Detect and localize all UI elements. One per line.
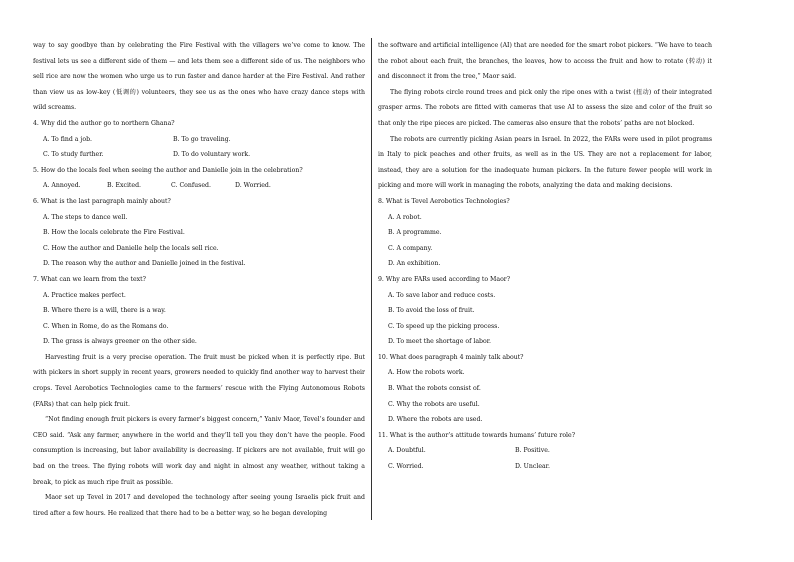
option-c: C. To study further. <box>43 151 104 159</box>
option-b: B. Where there is a will, there is a way. <box>43 307 166 315</box>
paragraph-harvesting: Harvesting fruit is a very precise operation. The fruit must be picked when it is perfectly ripe. But with pickers in short supply in recent years, growers needed to quickly find another way to harvest their crops. Tevel Aerobotics Technologies came to the farmers’ rescue with the Flying Autonomous Robots (FARs) that can help pick fruit. <box>33 353 365 408</box>
option-a: A. The steps to dance well. <box>43 213 128 221</box>
option-d: D. The reason why the author and Danielle joined in the festival. <box>43 260 246 268</box>
question-stem: 7. What can we learn from the text? <box>33 275 146 283</box>
option-a: A. How the robots work. <box>388 369 465 377</box>
question-stem: 5. How do the locals feel when seeing the author and Danielle join in the celebration? <box>33 166 303 174</box>
option-b: B. What the robots consist of. <box>388 385 481 393</box>
question-stem: 4. Why did the author go to northern Ghana? <box>33 119 175 127</box>
options-row <box>378 443 712 459</box>
paragraph-software: the software and artificial intelligence (AI) that are needed for the smart robot pickers. “We have to teach the robot about each fruit, the branches, the leaves, how to access the fruit and how to rotate (转动) it and disconnect it from the tree,” Maor said. <box>378 42 712 81</box>
option-d: D. To do voluntary work. <box>173 151 251 159</box>
question-6 <box>33 194 365 272</box>
question-stem: 6. What is the last paragraph mainly about? <box>33 197 171 205</box>
question-9 <box>378 272 712 350</box>
paragraph-maor: Maor set up Tevel in 2017 and developed the technology after seeing young Israelis pick fruit and tired after a few hours. He realized that there had to be a better way, so he began developing <box>33 494 365 517</box>
option-c: C. Confused. <box>171 182 211 190</box>
option-a: A. To save labor and reduce costs. <box>388 291 496 299</box>
option-b: B. To go traveling. <box>173 135 231 143</box>
option-d: D. The grass is always greener on the other side. <box>43 338 197 346</box>
option-a: A. Doubtful. <box>388 447 426 455</box>
question-stem: 11. What is the author’s attitude towards humans’ future role? <box>378 431 576 439</box>
paragraph-current-use: The robots are currently picking Asian pears in Israel. In 2022, the FARs were used in pilot programs in Italy to pick peaches and other fruits, as well as in the US. They are not a replacement for labor, instead, they are a solution for the inadequate human pickers. In the future fewer people will work in picking and more will work in managing the robots, analyzing the data and making decisions. <box>378 135 712 190</box>
column-divider <box>371 38 372 520</box>
option-b: B. How the locals celebrate the Fire Festival. <box>43 229 185 237</box>
option-d: D. To meet the shortage of labor. <box>388 338 491 346</box>
option-d: D. An exhibition. <box>388 260 441 268</box>
option-a: A. A robot. <box>388 213 422 221</box>
option-c: C. Worried. <box>388 463 424 471</box>
question-stem: 8. What is Tevel Aerobotics Technologies? <box>378 197 510 205</box>
option-b: B. Excited. <box>107 182 142 190</box>
option-a: A. To find a job. <box>43 135 93 143</box>
question-stem: 10. What does paragraph 4 mainly talk about? <box>378 353 524 361</box>
options-row <box>33 147 365 163</box>
options-row <box>33 132 365 148</box>
option-c: C. How the author and Danielle help the locals sell rice. <box>43 244 219 252</box>
option-d: D. Unclear. <box>515 463 550 471</box>
option-c: C. To speed up the picking process. <box>388 322 500 330</box>
question-7 <box>33 272 365 350</box>
question-11 <box>378 428 712 475</box>
option-c: C. When in Rome, do as the Romans do. <box>43 322 169 330</box>
option-c: C. Why the robots are useful. <box>388 400 480 408</box>
left-column <box>33 38 365 521</box>
option-c: C. A company. <box>388 244 433 252</box>
options-row <box>33 178 365 194</box>
question-stem: 9. Why are FARs used according to Maor? <box>378 275 511 283</box>
question-4 <box>33 116 365 163</box>
paragraph-festival: way to say goodbye than by celebrating the Fire Festival with the villagers we’ve come to know. The festival lets us see a different side of them — and lets them see a different side of us. The neighbors who sell rice are now the women who urge us to run faster and dance harder at the Fire Festival. And rather than view us as low-key (低调的) volunteers, they see us as the ones who have crazy dance steps with wild screams. <box>33 42 365 112</box>
right-column <box>378 38 712 475</box>
option-b: B. To avoid the loss of fruit. <box>388 307 475 315</box>
option-d: D. Where the robots are used. <box>388 416 483 424</box>
paragraph-quote: “Not finding enough fruit pickers is every farmer’s biggest concern,” Yaniv Maor, Tevel’s founder and CEO said. “Ask any farmer, anywhere in the world and they’ll tell you they don’t have the people. Food consumption is increasing, but labor availability is decreasing. If pickers are not available, fruit will go bad on the trees. The flying robots will work day and night in almost any weather, without taking a break, to pick as much ripe fruit as possible. <box>33 416 365 486</box>
options-row <box>378 459 712 475</box>
option-b: B. A programme. <box>388 229 442 237</box>
option-b: B. Positive. <box>515 447 550 455</box>
paragraph-flying-robots: The flying robots circle round trees and pick only the ripe ones with a twist (扭动) of their integrated grasper arms. The robots are fitted with cameras that use AI to assess the size and color of the fruit so that only the ripe pieces are picked. The cameras also ensure that the robots’ paths are not blocked. <box>378 88 712 127</box>
option-a: A. Annoyed. <box>43 182 81 190</box>
question-8 <box>378 194 712 272</box>
option-d: D. Worried. <box>235 182 271 190</box>
question-5 <box>33 163 365 194</box>
option-a: A. Practice makes perfect. <box>43 291 126 299</box>
question-10 <box>378 350 712 428</box>
